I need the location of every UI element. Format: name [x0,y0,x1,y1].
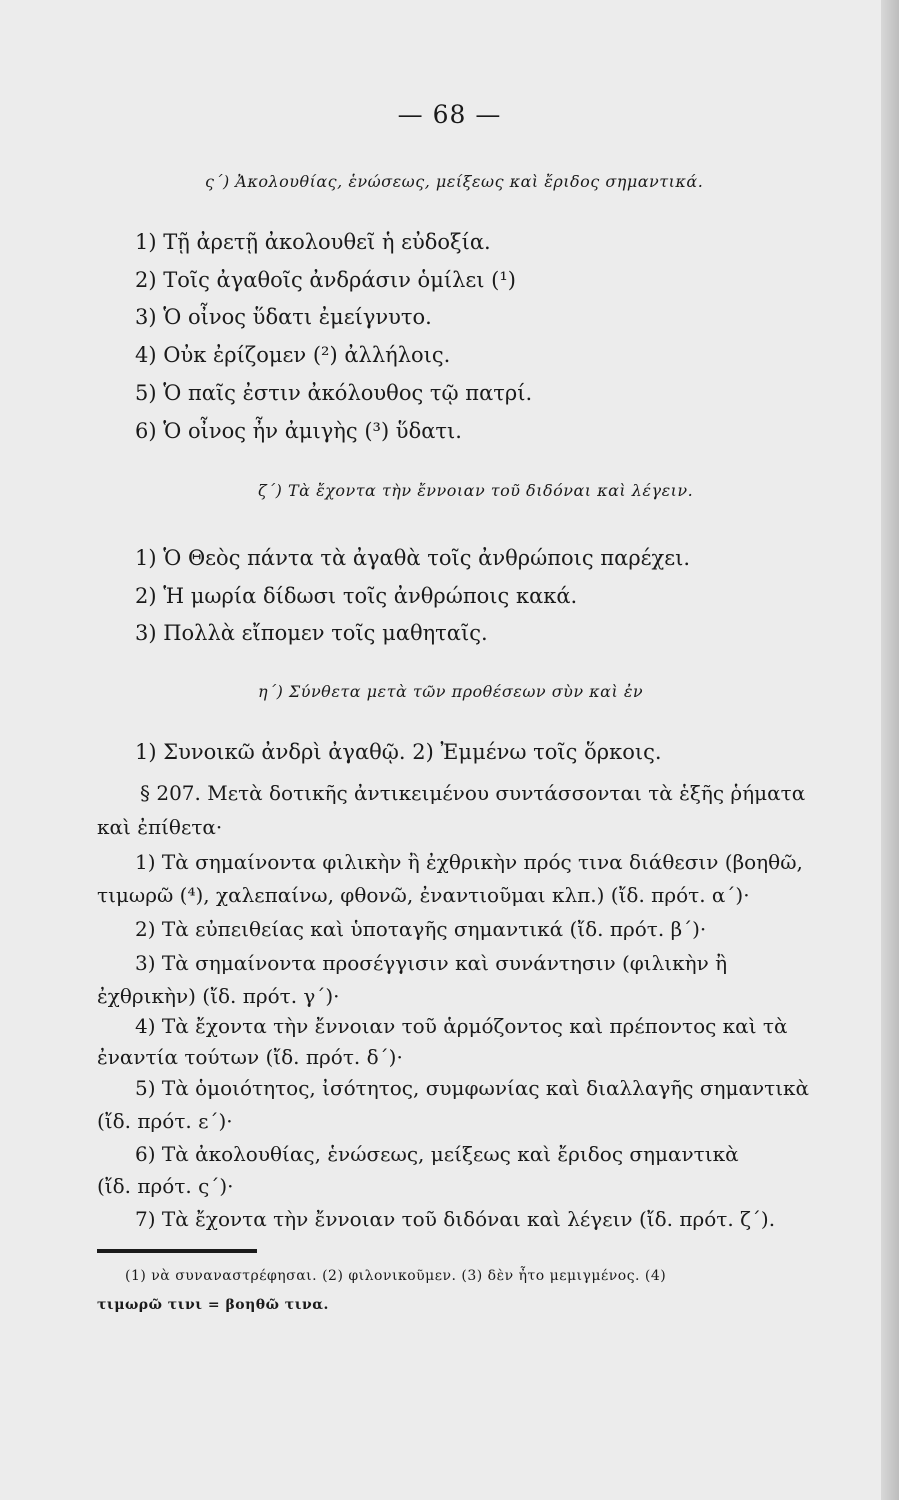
paragraph-line: καὶ ἐπίθετα· [97,815,223,839]
paragraph-line: 2) Τὰ εὐπειθείας καὶ ὑποταγῆς σημαντικά (ἴδ. πρότ. β΄)· [135,917,707,941]
footnote-line: τιμωρῶ τινι = βοηθῶ τινα. [97,1297,329,1313]
example-line: 1) Τῇ ἀρετῇ ἀκολουθεῖ ἡ εὐδοξία. [135,230,491,254]
example-line: 3) Πολλὰ εἴπομεν τοῖς μαθηταῖς. [135,621,488,645]
example-line: 1) Ὁ Θεὸς πάντα τὰ ἀγαθὰ τοῖς ἀνθρώποις παρέχει. [135,546,691,570]
paragraph-line: ἐχθρικὴν) (ἴδ. πρότ. γ΄)· [97,984,340,1008]
paragraph-line: τιμωρῶ (⁴), χαλεπαίνω, φθονῶ, ἐναντιοῦμαι κλπ.) (ἴδ. πρότ. α΄)· [97,883,750,907]
section-heading-z: ζ΄) Τὰ ἔχοντα τὴν ἔννοιαν τοῦ διδόναι καὶ λέγειν. [258,481,694,500]
paragraph-line: 4) Τὰ ἔχοντα τὴν ἔννοιαν τοῦ ἁρμόζοντος καὶ πρέποντος καὶ τὰ [135,1014,788,1038]
example-line: 6) Ὁ οἶνος ἦν ἀμιγὴς (³) ὕδατι. [135,419,462,443]
section-heading-h: η΄) Σύνθετα μετὰ τῶν προθέσεων σὺν καὶ ἐν [258,682,644,701]
paragraph-line: 7) Τὰ ἔχοντα τὴν ἔννοιαν τοῦ διδόναι καὶ λέγειν (ἴδ. πρότ. ζ΄). [135,1207,776,1231]
paragraph-line: 1) Τὰ σημαίνοντα φιλικὴν ἢ ἐχθρικὴν πρός τινα διάθεσιν (βοηθῶ, [135,850,803,874]
paragraph-line: 3) Τὰ σημαίνοντα προσέγγισιν καὶ συνάντησιν (φιλικὴν ἢ [135,951,728,975]
section-heading-s: ς΄) Ἀκολουθίας, ἑνώσεως, μείξεως καὶ ἔριδος σημαντικά. [205,172,704,191]
example-line: 2) Ἡ μωρία δίδωσι τοῖς ἀνθρώποις κακά. [135,584,578,608]
page-edge [881,0,899,1500]
paragraph-line: 6) Τὰ ἀκολουθίας, ἑνώσεως, μείξεως καὶ ἔριδος σημαντικὰ [135,1142,739,1166]
paragraph-line: (ἴδ. πρότ. ς΄)· [97,1174,234,1198]
paragraph-line: ἐναντία τούτων (ἴδ. πρότ. δ΄)· [97,1045,403,1069]
example-line: 2) Τοῖς ἀγαθοῖς ἀνδράσιν ὁμίλει (¹) [135,268,516,292]
paragraph-line: 5) Τὰ ὁμοιότητος, ἰσότητος, συμφωνίας καὶ διαλλαγῆς σημαντικὰ [135,1076,810,1100]
footnote-rule [97,1249,257,1253]
example-line: 4) Οὐκ ἐρίζομεν (²) ἀλλήλοις. [135,343,451,367]
footnote-line: (1) νὰ συναναστρέφησαι. (2) φιλονικοῦμεν. (3) δὲν ἦτο μεμιγμένος. (4) [125,1268,667,1284]
example-line: 3) Ὁ οἶνος ὕδατι ἐμείγνυτο. [135,305,432,329]
paragraph-line: (ἴδ. πρότ. ε΄)· [97,1109,233,1133]
example-line: 5) Ὁ παῖς ἐστιν ἀκόλουθος τῷ πατρί. [135,381,533,405]
page-number: — 68 — [397,100,502,129]
paragraph-line: § 207. Μετὰ δοτικῆς ἀντικειμένου συντάσσονται τὰ ἑξῆς ῥήματα [140,781,806,805]
example-line: 1) Συνοικῶ ἀνδρὶ ἀγαθῷ. 2) Ἐμμένω τοῖς ὅρκοις. [135,740,662,764]
